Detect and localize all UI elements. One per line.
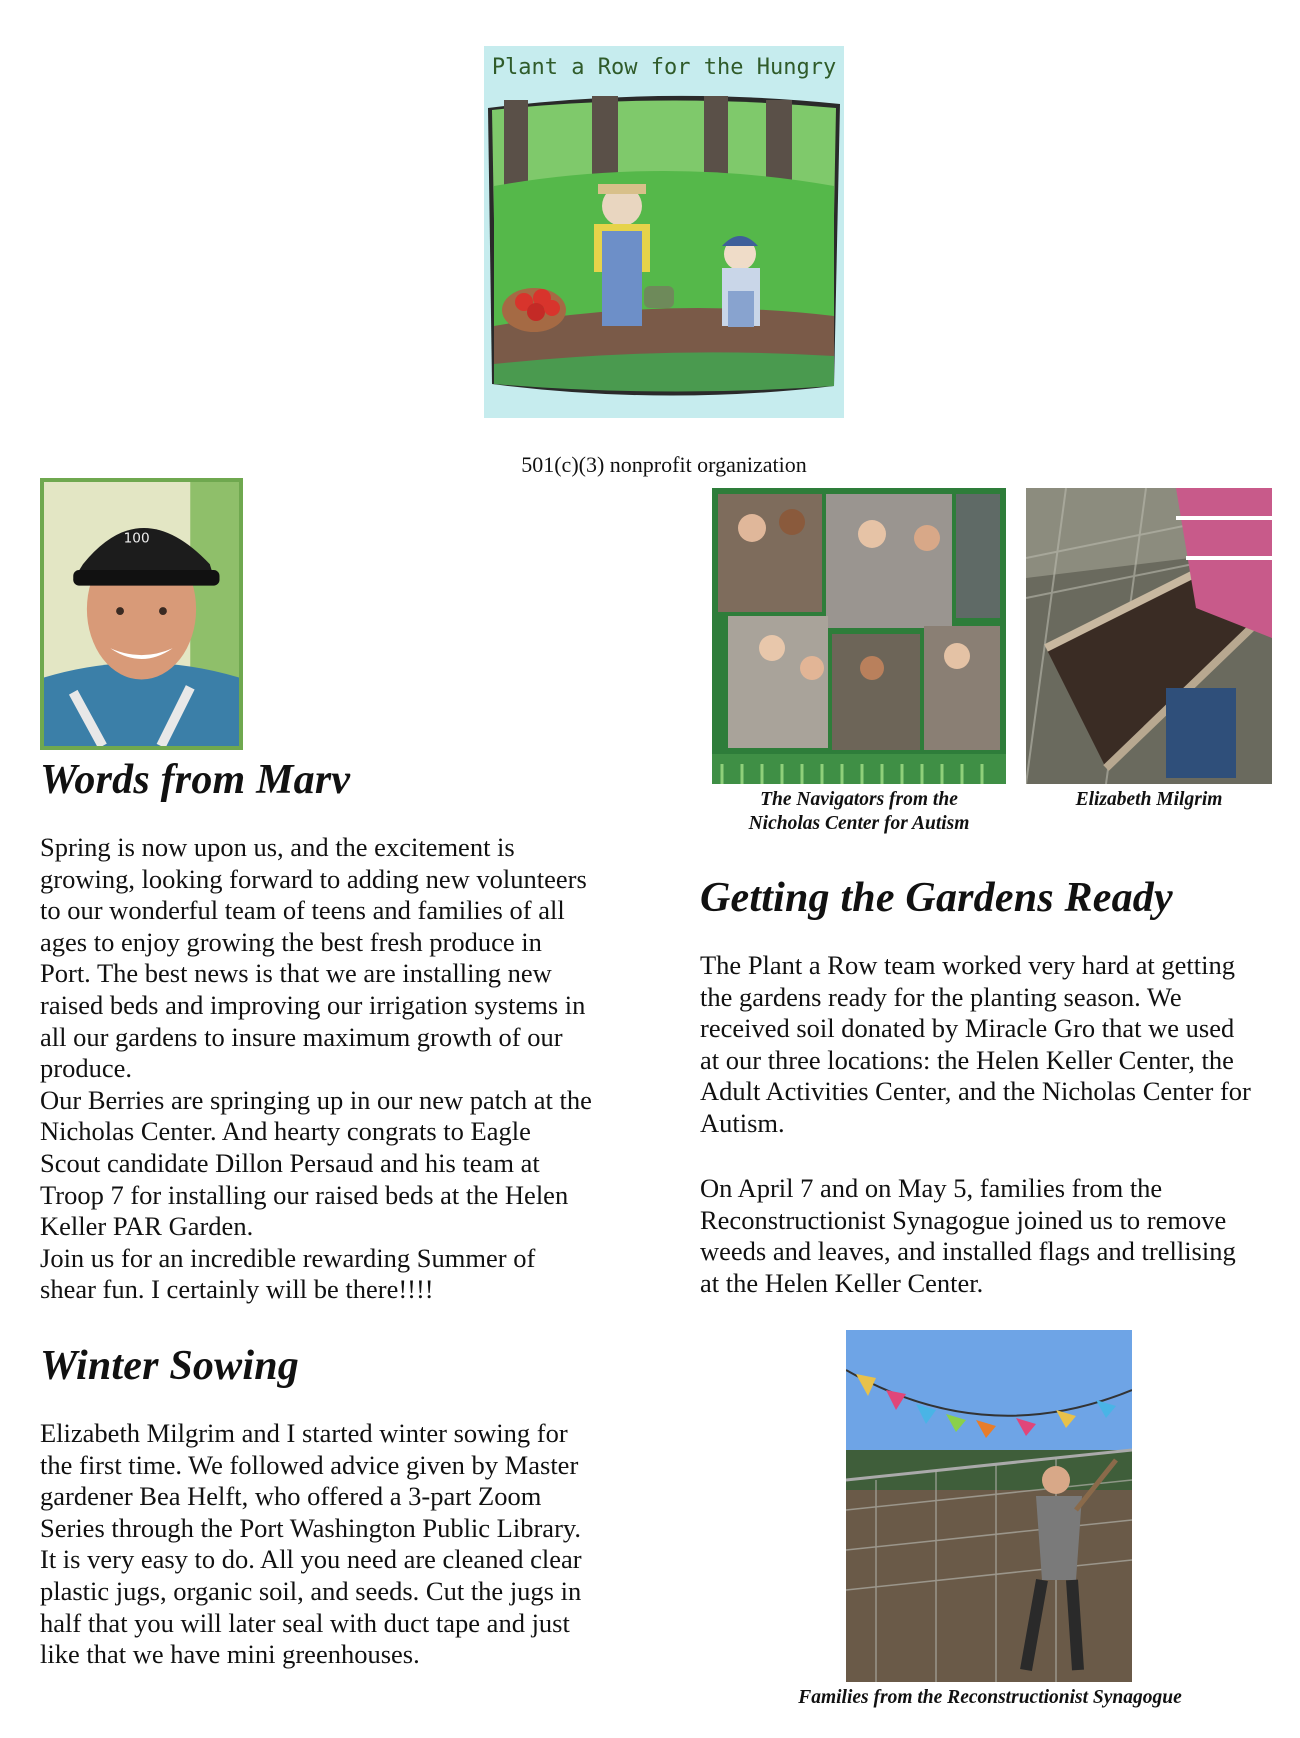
navigators-caption-line: Nicholas Center for Autism — [748, 813, 970, 834]
winter-body: Elizabeth Milgrim and I started winter sowing for the first time. We followed advice given by Master gardener Bea Helft, who offered a 3-part Zoom Series through the Port Washington Public Library. It is very easy to do. All you need are cleaned clear plastic jugs, organic soil, and seeds. Cut the jugs in half that you will later seal with duct tape and just like that we have mini greenhouses. — [40, 1418, 582, 1670]
svg-text:100: 100 — [123, 530, 150, 547]
milgrim-caption: Elizabeth Milgrim — [1075, 789, 1223, 810]
marv-paragraph: Join us for an incredible rewarding Summer of shear fun. I certainly will be there!!!! — [40, 1242, 536, 1305]
gardens-heading: Getting the Gardens Ready — [700, 875, 1173, 921]
marv-heading: Words from Marv — [40, 757, 351, 803]
milgrim-photo — [1026, 488, 1272, 784]
navigators-caption-line: The Navigators from the — [760, 789, 958, 810]
winter-heading: Winter Sowing — [40, 1343, 299, 1389]
marv-portrait — [40, 478, 243, 750]
synagogue-caption: Families from the Reconstructionist Synagogue — [798, 1687, 1182, 1708]
navigators-caption — [712, 788, 1006, 836]
gardens-paragraph-2: On April 7 and on May 5, families from the Reconstructionist Synagogue joined us to remove weeds and leaves, and installed flags and trellising at the Helen Keller Center. — [700, 1173, 1236, 1298]
gardens-paragraph-1: The Plant a Row team worked very hard at getting the gardens ready for the planting season. We received soil donated by Miracle Gro that we used at our three locations: the Helen Keller Center, the Adult Activities Center, and the Nicholas Center for Autism. — [700, 950, 1251, 1138]
navigators-collage — [712, 488, 1006, 784]
logo-title: Plant a Row for the Hungry — [491, 55, 837, 80]
nonprofit-tagline: 501(c)(3) nonprofit organization — [521, 452, 807, 477]
synagogue-photo — [846, 1330, 1132, 1682]
logo-illustration — [484, 46, 844, 418]
marv-body — [40, 832, 660, 1306]
marv-paragraph: Our Berries are springing up in our new patch at the Nicholas Center. And hearty congrats to Eagle Scout candidate Dillon Persaud and his team at Troop 7 for installing our raised beds at the Helen Keller PAR Garden. — [40, 1084, 592, 1242]
marv-paragraph: Spring is now upon us, and the excitement is growing, looking forward to adding new volunteers to our wonderful team of teens and families of all ages to enjoy growing the best fresh produce in Port. The best news is that we are installing new raised beds and improving our irrigation systems in all our gardens to insure maximum growth of our produce. — [40, 832, 587, 1084]
